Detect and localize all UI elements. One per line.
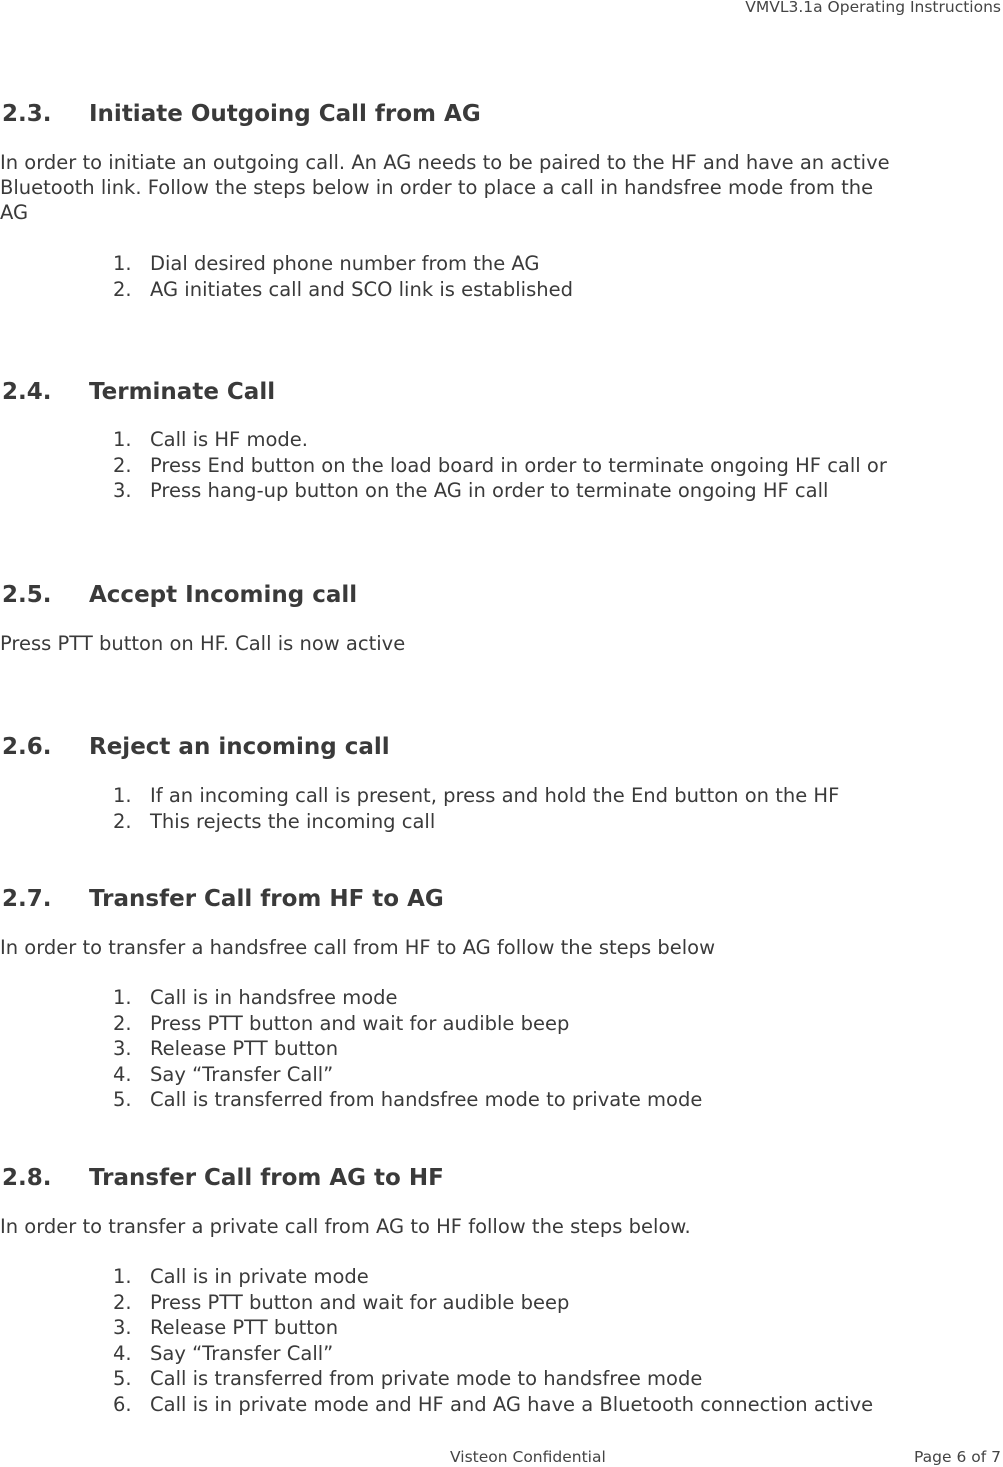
section-heading-2-4 xyxy=(2,377,275,407)
footer-page-number: Page 6 of 7 xyxy=(914,1448,1001,1466)
list-item-text: Call is HF mode. xyxy=(150,428,308,451)
steps-list xyxy=(0,427,887,504)
list-item: 4. Say “Transfer Call” xyxy=(113,1341,334,1365)
list-item: 1. If an incoming call is present, press and hold the End button on the HF xyxy=(113,784,840,807)
list-item: 2. Press End button on the load board in order to terminate ongoing HF call or xyxy=(113,453,887,477)
list-item: 3. Release PTT button xyxy=(113,1037,339,1060)
list-item: 6. Call is in private mode and HF and AG have a Bluetooth connection active xyxy=(113,1392,874,1416)
list-item: 4. Say “Transfer Call” xyxy=(113,1062,334,1086)
list-item-text: Call is transferred from handsfree mode to private mode xyxy=(150,1088,703,1111)
list-item-text: This rejects the incoming call xyxy=(150,809,436,833)
section-number: 2.4. xyxy=(2,379,52,405)
steps-list xyxy=(0,251,573,302)
document-header: VMVL3.1a Operating Instructions xyxy=(745,0,1001,16)
list-item-text: Press End button on the load board in order to terminate ongoing HF call or xyxy=(150,453,887,477)
section-title: Accept Incoming call xyxy=(89,582,358,608)
section-title: Transfer Call from AG to HF xyxy=(89,1165,444,1191)
list-item-text: Call is transferred from private mode to handsfree mode xyxy=(150,1367,703,1390)
section-title: Terminate Call xyxy=(89,379,276,405)
list-item-text: Release PTT button xyxy=(150,1037,339,1060)
section-heading-2-8 xyxy=(2,1163,444,1193)
steps-list xyxy=(0,985,702,1113)
section-paragraph: In order to transfer a handsfree call from HF to AG follow the steps below xyxy=(0,936,716,959)
list-item-text: Dial desired phone number from the AG xyxy=(150,252,540,275)
list-item: 3. Release PTT button xyxy=(113,1316,339,1339)
list-item-text: Press PTT button and wait for audible beep xyxy=(150,1011,570,1035)
steps-list xyxy=(0,783,839,834)
section-paragraph: In order to transfer a private call from AG to HF follow the steps below. xyxy=(0,1215,691,1238)
paragraph-line: Bluetooth link. Follow the steps below in order to place a call in handsfree mode from the xyxy=(0,176,874,199)
section-heading-2-5 xyxy=(2,580,357,610)
list-item-text: Call is in handsfree mode xyxy=(150,986,398,1009)
section-heading-2-6 xyxy=(2,732,390,762)
list-item-text: Press hang-up button on the AG in order to terminate ongoing HF call xyxy=(150,479,829,502)
list-item: 2. Press PTT button and wait for audible beep xyxy=(113,1290,570,1314)
list-item-text: Call is in private mode and HF and AG have a Bluetooth connection active xyxy=(150,1392,874,1416)
section-paragraph: Press PTT button on HF. Call is now active xyxy=(0,632,406,655)
section-number: 2.6. xyxy=(2,734,52,760)
section-title: Transfer Call from HF to AG xyxy=(89,886,444,912)
section-number: 2.5. xyxy=(2,582,52,608)
list-item: 2. This rejects the incoming call xyxy=(113,809,436,833)
list-item-text: Say “Transfer Call” xyxy=(150,1341,334,1365)
list-item-text: AG initiates call and SCO link is established xyxy=(150,277,573,301)
section-number: 2.8. xyxy=(2,1165,52,1191)
list-item-text: Press PTT button and wait for audible beep xyxy=(150,1290,570,1314)
list-item: 1. Call is HF mode. xyxy=(113,428,308,451)
list-item: 5. Call is transferred from handsfree mode to private mode xyxy=(113,1088,703,1111)
footer-confidential: Visteon Confidential xyxy=(450,1448,606,1466)
section-heading-2-7 xyxy=(2,884,444,914)
list-item-text: If an incoming call is present, press and hold the End button on the HF xyxy=(150,784,840,807)
list-item: 1. Dial desired phone number from the AG xyxy=(113,252,540,275)
list-item-text: Release PTT button xyxy=(150,1316,339,1339)
section-number: 2.7. xyxy=(2,886,52,912)
section-heading-2-3 xyxy=(2,99,481,129)
list-item: 1. Call is in private mode xyxy=(113,1265,369,1288)
section-number: 2.3. xyxy=(2,101,52,127)
list-item: 2. AG initiates call and SCO link is established xyxy=(113,277,573,301)
section-title: Initiate Outgoing Call from AG xyxy=(89,101,481,127)
list-item: 2. Press PTT button and wait for audible beep xyxy=(113,1011,570,1035)
steps-list xyxy=(0,1264,873,1417)
section-title: Reject an incoming call xyxy=(89,734,390,760)
list-item-text: Say “Transfer Call” xyxy=(150,1062,334,1086)
paragraph-line: AG xyxy=(0,201,29,224)
list-item: 1. Call is in handsfree mode xyxy=(113,986,398,1009)
list-item-text: Call is in private mode xyxy=(150,1265,369,1288)
list-item: 3. Press hang-up button on the AG in order to terminate ongoing HF call xyxy=(113,479,829,502)
section-paragraph xyxy=(0,150,990,225)
list-item: 5. Call is transferred from private mode to handsfree mode xyxy=(113,1367,703,1390)
paragraph-line: In order to initiate an outgoing call. An AG needs to be paired to the HF and have an active xyxy=(0,151,890,174)
